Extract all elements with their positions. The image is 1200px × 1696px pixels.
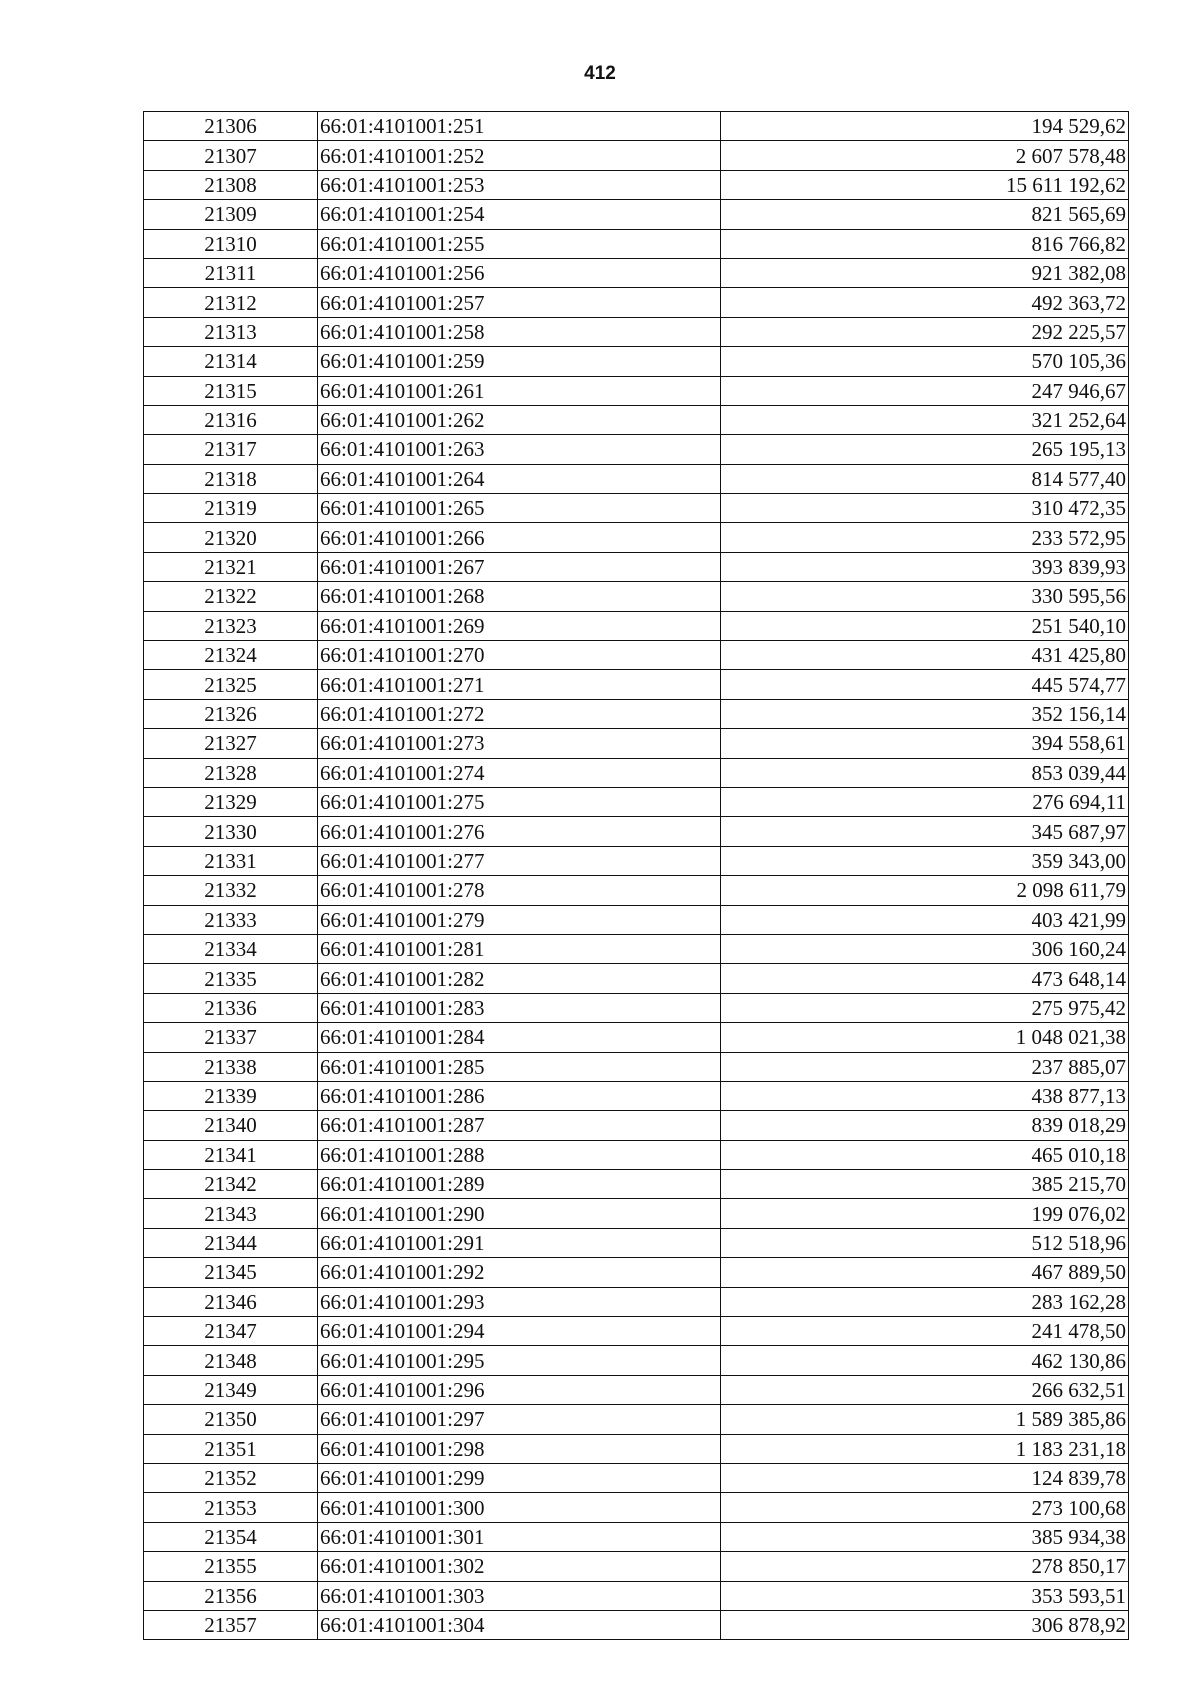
row-number-cell: 21335	[144, 964, 318, 993]
table-row	[144, 1375, 1129, 1404]
row-number-cell: 21319	[144, 494, 318, 523]
row-number-cell: 21346	[144, 1287, 318, 1316]
row-number-cell: 21345	[144, 1258, 318, 1287]
cadastral-number-cell: 66:01:4101001:294	[318, 1317, 721, 1346]
cadastral-value-cell: 276 694,11	[721, 787, 1129, 816]
table-row	[144, 170, 1129, 199]
cadastral-value-cell: 465 010,18	[721, 1140, 1129, 1169]
cadastral-value-cell: 237 885,07	[721, 1052, 1129, 1081]
row-number-cell: 21308	[144, 170, 318, 199]
cadastral-number-cell: 66:01:4101001:287	[318, 1111, 721, 1140]
cadastral-value-cell: 492 363,72	[721, 288, 1129, 317]
table-row	[144, 1522, 1129, 1551]
row-number-cell: 21318	[144, 464, 318, 493]
cadastral-value-cell: 266 632,51	[721, 1375, 1129, 1404]
row-number-cell: 21314	[144, 347, 318, 376]
cadastral-value-cell: 199 076,02	[721, 1199, 1129, 1228]
table-row	[144, 876, 1129, 905]
cadastral-number-cell: 66:01:4101001:265	[318, 494, 721, 523]
row-number-cell: 21351	[144, 1434, 318, 1463]
cadastral-number-cell: 66:01:4101001:251	[318, 112, 721, 141]
cadastral-number-cell: 66:01:4101001:284	[318, 1023, 721, 1052]
cadastral-number-cell: 66:01:4101001:296	[318, 1375, 721, 1404]
cadastral-number-cell: 66:01:4101001:300	[318, 1493, 721, 1522]
table-row	[144, 1581, 1129, 1610]
table-row	[144, 229, 1129, 258]
cadastral-number-cell: 66:01:4101001:288	[318, 1140, 721, 1169]
cadastral-number-cell: 66:01:4101001:289	[318, 1170, 721, 1199]
table-row	[144, 112, 1129, 141]
row-number-cell: 21349	[144, 1375, 318, 1404]
table-row	[144, 1258, 1129, 1287]
table-row	[144, 288, 1129, 317]
row-number-cell: 21347	[144, 1317, 318, 1346]
cadastral-value-cell: 321 252,64	[721, 405, 1129, 434]
cadastral-value-cell: 306 878,92	[721, 1610, 1129, 1639]
cadastral-number-cell: 66:01:4101001:261	[318, 376, 721, 405]
cadastral-value-cell: 462 130,86	[721, 1346, 1129, 1375]
row-number-cell: 21324	[144, 641, 318, 670]
cadastral-value-cell: 359 343,00	[721, 846, 1129, 875]
cadastral-value-cell: 467 889,50	[721, 1258, 1129, 1287]
row-number-cell: 21354	[144, 1522, 318, 1551]
cadastral-value-cell: 194 529,62	[721, 112, 1129, 141]
cadastral-number-cell: 66:01:4101001:271	[318, 670, 721, 699]
row-number-cell: 21322	[144, 582, 318, 611]
cadastral-number-cell: 66:01:4101001:269	[318, 611, 721, 640]
row-number-cell: 21336	[144, 993, 318, 1022]
cadastral-value-cell: 393 839,93	[721, 552, 1129, 581]
cadastral-number-cell: 66:01:4101001:285	[318, 1052, 721, 1081]
cadastral-value-cell: 814 577,40	[721, 464, 1129, 493]
cadastral-value-cell: 306 160,24	[721, 934, 1129, 963]
cadastral-number-cell: 66:01:4101001:281	[318, 934, 721, 963]
cadastral-number-cell: 66:01:4101001:262	[318, 405, 721, 434]
row-number-cell: 21320	[144, 523, 318, 552]
cadastral-value-cell: 2 098 611,79	[721, 876, 1129, 905]
cadastral-number-cell: 66:01:4101001:270	[318, 641, 721, 670]
table-row	[144, 1346, 1129, 1375]
cadastral-value-cell: 438 877,13	[721, 1081, 1129, 1110]
table-row	[144, 1052, 1129, 1081]
table-row	[144, 464, 1129, 493]
cadastral-number-cell: 66:01:4101001:299	[318, 1463, 721, 1492]
row-number-cell: 21340	[144, 1111, 318, 1140]
table-row	[144, 1081, 1129, 1110]
cadastral-number-cell: 66:01:4101001:268	[318, 582, 721, 611]
table-row	[144, 1111, 1129, 1140]
cadastral-number-cell: 66:01:4101001:279	[318, 905, 721, 934]
row-number-cell: 21341	[144, 1140, 318, 1169]
table-row	[144, 376, 1129, 405]
table-row	[144, 758, 1129, 787]
cadastral-number-cell: 66:01:4101001:293	[318, 1287, 721, 1316]
cadastral-value-cell: 265 195,13	[721, 435, 1129, 464]
cadastral-number-cell: 66:01:4101001:302	[318, 1552, 721, 1581]
cadastral-value-cell: 1 183 231,18	[721, 1434, 1129, 1463]
row-number-cell: 21339	[144, 1081, 318, 1110]
cadastral-value-cell: 330 595,56	[721, 582, 1129, 611]
row-number-cell: 21310	[144, 229, 318, 258]
table-row	[144, 729, 1129, 758]
table-row	[144, 317, 1129, 346]
cadastral-number-cell: 66:01:4101001:277	[318, 846, 721, 875]
table-row	[144, 1287, 1129, 1316]
row-number-cell: 21325	[144, 670, 318, 699]
row-number-cell: 21342	[144, 1170, 318, 1199]
table-row	[144, 582, 1129, 611]
table-row	[144, 552, 1129, 581]
row-number-cell: 21330	[144, 817, 318, 846]
row-number-cell: 21313	[144, 317, 318, 346]
row-number-cell: 21323	[144, 611, 318, 640]
cadastral-number-cell: 66:01:4101001:266	[318, 523, 721, 552]
cadastral-number-cell: 66:01:4101001:276	[318, 817, 721, 846]
cadastral-value-cell: 403 421,99	[721, 905, 1129, 934]
row-number-cell: 21312	[144, 288, 318, 317]
cadastral-number-cell: 66:01:4101001:278	[318, 876, 721, 905]
cadastral-value-cell: 251 540,10	[721, 611, 1129, 640]
row-number-cell: 21350	[144, 1405, 318, 1434]
cadastral-number-cell: 66:01:4101001:267	[318, 552, 721, 581]
cadastral-number-cell: 66:01:4101001:255	[318, 229, 721, 258]
cadastral-value-cell: 385 215,70	[721, 1170, 1129, 1199]
cadastral-value-cell: 278 850,17	[721, 1552, 1129, 1581]
cadastral-number-cell: 66:01:4101001:274	[318, 758, 721, 787]
row-number-cell: 21355	[144, 1552, 318, 1581]
row-number-cell: 21326	[144, 699, 318, 728]
cadastral-value-cell: 2 607 578,48	[721, 141, 1129, 170]
row-number-cell: 21316	[144, 405, 318, 434]
cadastral-number-cell: 66:01:4101001:253	[318, 170, 721, 199]
cadastral-number-cell: 66:01:4101001:259	[318, 347, 721, 376]
table-row	[144, 1434, 1129, 1463]
row-number-cell: 21338	[144, 1052, 318, 1081]
row-number-cell: 21331	[144, 846, 318, 875]
row-number-cell: 21333	[144, 905, 318, 934]
cadastral-value-table	[143, 111, 1129, 1640]
table-row	[144, 1610, 1129, 1639]
cadastral-value-cell: 353 593,51	[721, 1581, 1129, 1610]
cadastral-value-cell: 394 558,61	[721, 729, 1129, 758]
row-number-cell: 21332	[144, 876, 318, 905]
table-body	[144, 112, 1129, 1640]
cadastral-value-cell: 241 478,50	[721, 1317, 1129, 1346]
table-row	[144, 435, 1129, 464]
cadastral-value-cell: 921 382,08	[721, 258, 1129, 287]
cadastral-number-cell: 66:01:4101001:283	[318, 993, 721, 1022]
cadastral-number-cell: 66:01:4101001:295	[318, 1346, 721, 1375]
cadastral-value-cell: 853 039,44	[721, 758, 1129, 787]
cadastral-value-cell: 385 934,38	[721, 1522, 1129, 1551]
table-row	[144, 964, 1129, 993]
table-row	[144, 611, 1129, 640]
table-row	[144, 1405, 1129, 1434]
table-row	[144, 141, 1129, 170]
cadastral-number-cell: 66:01:4101001:291	[318, 1228, 721, 1257]
row-number-cell: 21353	[144, 1493, 318, 1522]
table-row	[144, 1199, 1129, 1228]
cadastral-number-cell: 66:01:4101001:286	[318, 1081, 721, 1110]
table-row	[144, 494, 1129, 523]
row-number-cell: 21311	[144, 258, 318, 287]
cadastral-number-cell: 66:01:4101001:257	[318, 288, 721, 317]
cadastral-number-cell: 66:01:4101001:282	[318, 964, 721, 993]
cadastral-value-cell: 292 225,57	[721, 317, 1129, 346]
cadastral-number-cell: 66:01:4101001:256	[318, 258, 721, 287]
cadastral-number-cell: 66:01:4101001:275	[318, 787, 721, 816]
row-number-cell: 21306	[144, 112, 318, 141]
row-number-cell: 21337	[144, 1023, 318, 1052]
cadastral-value-cell: 445 574,77	[721, 670, 1129, 699]
row-number-cell: 21357	[144, 1610, 318, 1639]
cadastral-number-cell: 66:01:4101001:258	[318, 317, 721, 346]
cadastral-number-cell: 66:01:4101001:301	[318, 1522, 721, 1551]
table-row	[144, 1317, 1129, 1346]
table-row	[144, 347, 1129, 376]
cadastral-number-cell: 66:01:4101001:297	[318, 1405, 721, 1434]
table-row	[144, 641, 1129, 670]
table-row	[144, 258, 1129, 287]
cadastral-value-cell: 570 105,36	[721, 347, 1129, 376]
row-number-cell: 21352	[144, 1463, 318, 1492]
cadastral-number-cell: 66:01:4101001:272	[318, 699, 721, 728]
cadastral-number-cell: 66:01:4101001:264	[318, 464, 721, 493]
cadastral-value-cell: 821 565,69	[721, 200, 1129, 229]
cadastral-number-cell: 66:01:4101001:292	[318, 1258, 721, 1287]
row-number-cell: 21309	[144, 200, 318, 229]
cadastral-value-cell: 124 839,78	[721, 1463, 1129, 1492]
table-row	[144, 1140, 1129, 1169]
cadastral-value-cell: 431 425,80	[721, 641, 1129, 670]
table-row	[144, 905, 1129, 934]
table-row	[144, 993, 1129, 1022]
cadastral-number-cell: 66:01:4101001:298	[318, 1434, 721, 1463]
table-row	[144, 405, 1129, 434]
table-row	[144, 523, 1129, 552]
cadastral-number-cell: 66:01:4101001:263	[318, 435, 721, 464]
row-number-cell: 21344	[144, 1228, 318, 1257]
cadastral-number-cell: 66:01:4101001:273	[318, 729, 721, 758]
cadastral-number-cell: 66:01:4101001:303	[318, 1581, 721, 1610]
row-number-cell: 21321	[144, 552, 318, 581]
row-number-cell: 21329	[144, 787, 318, 816]
row-number-cell: 21356	[144, 1581, 318, 1610]
row-number-cell: 21348	[144, 1346, 318, 1375]
cadastral-value-cell: 283 162,28	[721, 1287, 1129, 1316]
cadastral-value-cell: 275 975,42	[721, 993, 1129, 1022]
table-row	[144, 846, 1129, 875]
cadastral-value-cell: 15 611 192,62	[721, 170, 1129, 199]
page-number: 412	[584, 63, 616, 84]
row-number-cell: 21327	[144, 729, 318, 758]
table-row	[144, 670, 1129, 699]
row-number-cell: 21328	[144, 758, 318, 787]
cadastral-value-cell: 1 048 021,38	[721, 1023, 1129, 1052]
cadastral-value-cell: 1 589 385,86	[721, 1405, 1129, 1434]
cadastral-value-cell: 310 472,35	[721, 494, 1129, 523]
cadastral-value-cell: 352 156,14	[721, 699, 1129, 728]
cadastral-value-cell: 247 946,67	[721, 376, 1129, 405]
table-row	[144, 787, 1129, 816]
cadastral-number-cell: 66:01:4101001:254	[318, 200, 721, 229]
cadastral-value-cell: 473 648,14	[721, 964, 1129, 993]
table-row	[144, 699, 1129, 728]
row-number-cell: 21343	[144, 1199, 318, 1228]
table-row	[144, 1463, 1129, 1492]
cadastral-value-cell: 345 687,97	[721, 817, 1129, 846]
cadastral-value-cell: 512 518,96	[721, 1228, 1129, 1257]
cadastral-value-cell: 273 100,68	[721, 1493, 1129, 1522]
row-number-cell: 21334	[144, 934, 318, 963]
cadastral-value-cell: 839 018,29	[721, 1111, 1129, 1140]
cadastral-value-cell: 233 572,95	[721, 523, 1129, 552]
cadastral-number-cell: 66:01:4101001:290	[318, 1199, 721, 1228]
row-number-cell: 21307	[144, 141, 318, 170]
row-number-cell: 21315	[144, 376, 318, 405]
table-row	[144, 200, 1129, 229]
cadastral-value-cell: 816 766,82	[721, 229, 1129, 258]
table-row	[144, 1493, 1129, 1522]
table-row	[144, 1228, 1129, 1257]
cadastral-number-cell: 66:01:4101001:304	[318, 1610, 721, 1639]
table-row	[144, 1552, 1129, 1581]
table-row	[144, 934, 1129, 963]
table-row	[144, 1023, 1129, 1052]
cadastral-number-cell: 66:01:4101001:252	[318, 141, 721, 170]
table-row	[144, 1170, 1129, 1199]
row-number-cell: 21317	[144, 435, 318, 464]
table-row	[144, 817, 1129, 846]
